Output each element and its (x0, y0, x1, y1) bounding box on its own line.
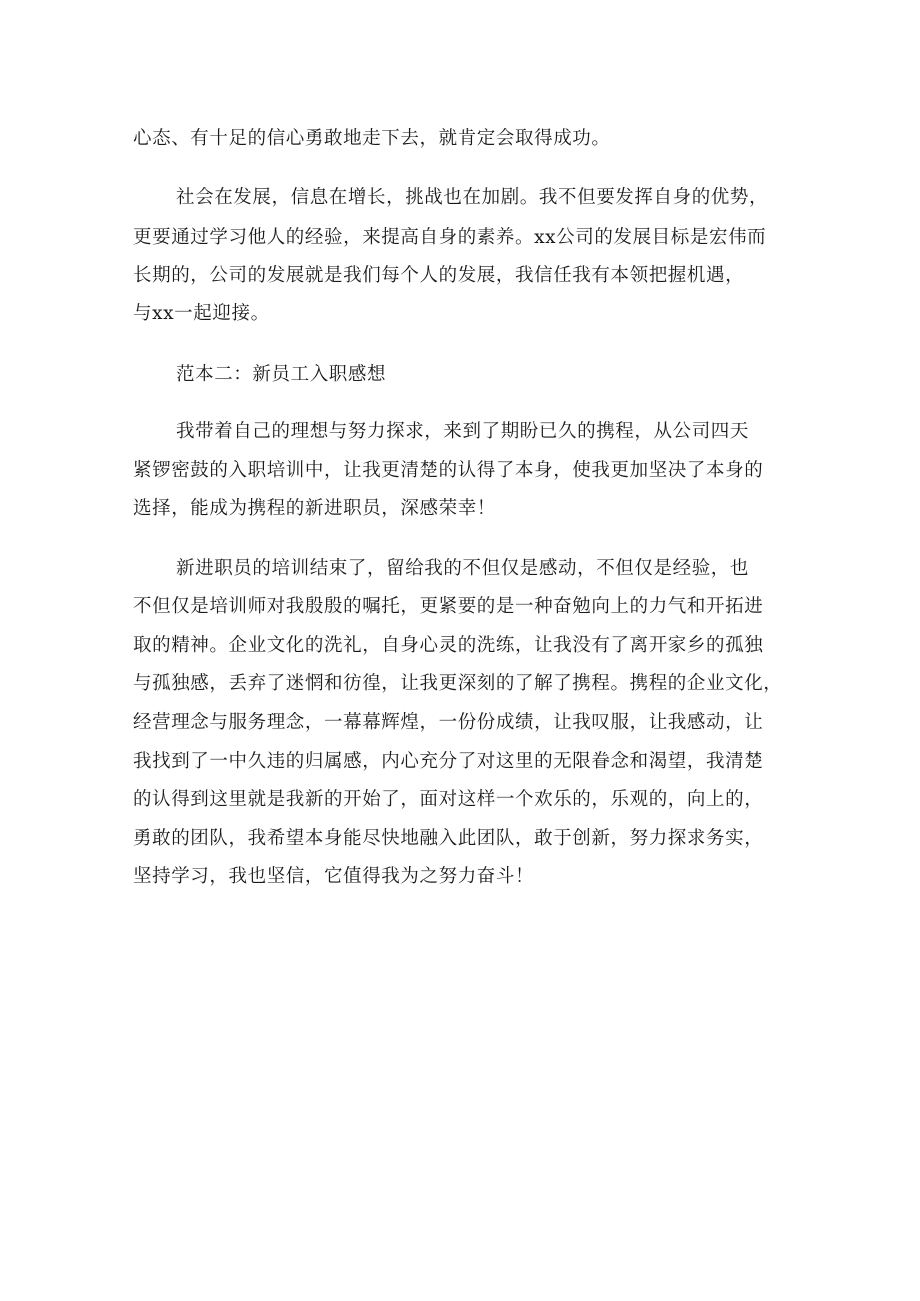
paragraph-4-line-6: 我找到了一中久违的归属感，内心充分了对这里的无限眷念和渴望，我清楚 (133, 751, 764, 772)
paragraph-2-line-3: 长期的，公司的发展就是我们每个人的发展，我信任我有本领把握机遇， (133, 265, 745, 286)
section-heading: 范本二：新员工入职感想 (176, 364, 387, 385)
paragraph-2-line-2: 更要通过学习他人的经验，来提高自身的素养。xx公司的发展目标是宏伟而 (133, 227, 767, 248)
paragraph-4-line-9: 坚持学习，我也坚信，它值得我为之努力奋斗！ (133, 866, 535, 887)
paragraph-2-line-1: 社会在发展，信息在增长，挑战也在加剧。我不但要发挥自身的优势， (176, 187, 769, 208)
paragraph-4-line-2: 不但仅是培训师对我殷殷的嘱托，更紧要的是一种奋勉向上的力气和开拓进 (133, 596, 764, 617)
paragraph-1-line-1: 心态、有十足的信心勇敢地走下去，就肯定会取得成功。 (133, 128, 611, 149)
paragraph-4-line-7: 的认得到这里就是我新的开始了，面对这样一个欢乐的，乐观的，向上的， (133, 789, 764, 810)
paragraph-3-line-3: 选择，能成为携程的新进职员，深感荣幸！ (133, 498, 496, 519)
paragraph-4-line-4: 与孤独感，丢弃了迷惘和彷徨，让我更深刻的了解了携程。携程的企业文化， (133, 673, 783, 694)
paragraph-4-line-3: 取的精神。企业文化的洗礼，自身心灵的洗练，让我没有了离开家乡的孤独 (133, 635, 764, 656)
paragraph-4-line-5: 经营理念与服务理念，一幕幕辉煌，一份份成绩，让我叹服，让我感动，让 (133, 712, 764, 733)
paragraph-4-line-8: 勇敢的团队，我希望本身能尽快地融入此团队，敢于创新，努力探求务实， (133, 828, 764, 849)
paragraph-4-line-1: 新进职员的培训结束了，留给我的不但仅是感动，不但仅是经验，也 (176, 558, 750, 579)
paragraph-2-line-4: 与xx一起迎接。 (133, 303, 270, 324)
paragraph-3-line-2: 紧锣密鼓的入职培训中，让我更清楚的认得了本身，使我更加坚决了本身的 (133, 460, 764, 481)
paragraph-3-line-1: 我带着自己的理想与努力探求，来到了期盼已久的携程，从公司四天 (176, 421, 750, 442)
